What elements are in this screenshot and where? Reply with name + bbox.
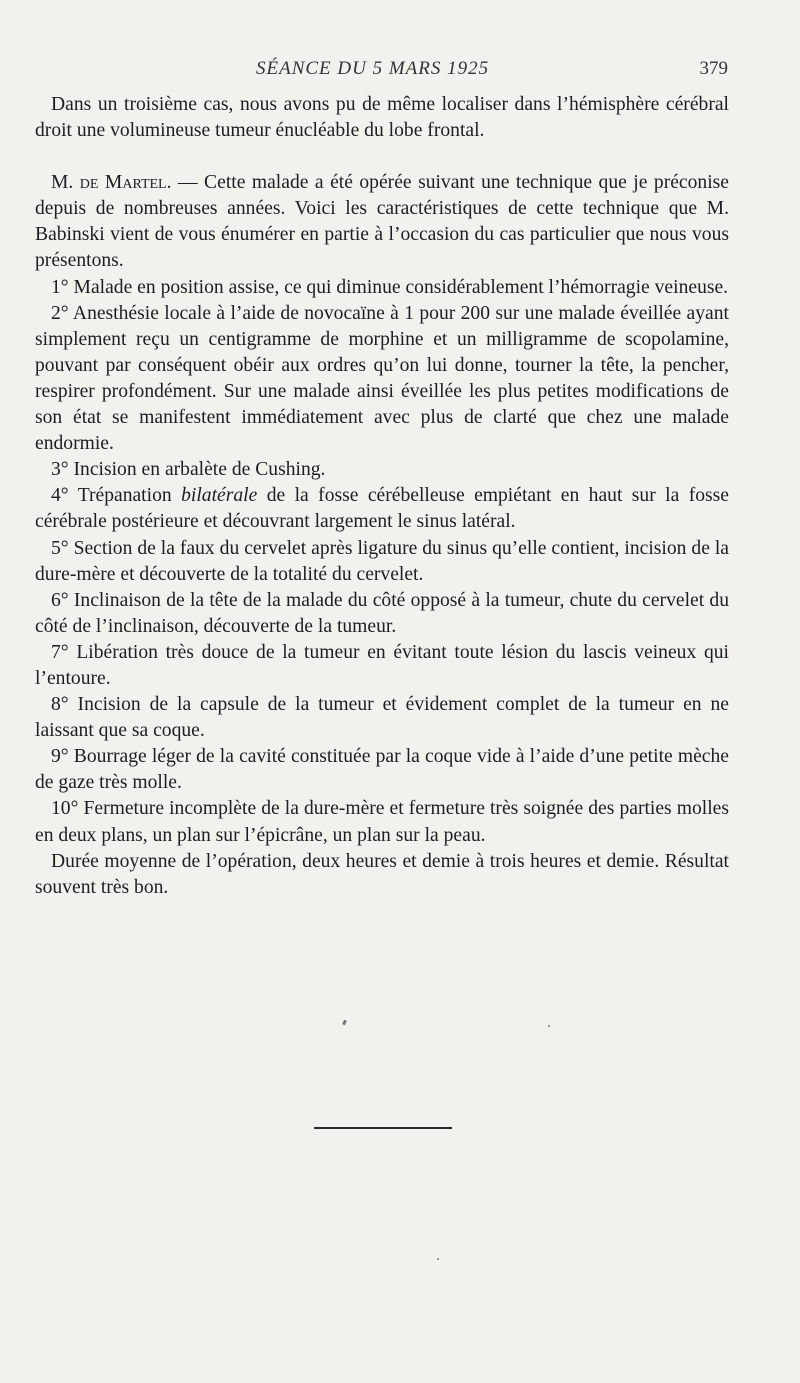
paragraph-martel-text: — Cette malade a été opérée suivant une technique que je préconise depuis de nombreuses années. Voici les caractéristiques de cette technique que M. Babinski vient de vous énumérer en partie à l’occasion du cas particulier que nous vous présentons. — [35, 172, 729, 272]
scan-speck — [548, 1025, 550, 1027]
step-7: 7° Libération très douce de la tumeur en évitant toute lésion du lascis veineux qui l’entoure. — [35, 641, 729, 689]
scan-speck — [342, 1020, 347, 1026]
paragraph-martel-intro — [35, 170, 729, 274]
page-header — [0, 58, 800, 84]
paragraph-tumor-localization: Dans un troisième cas, nous avons pu de même localiser dans l’hémisphère cérébral droit une volumineuse tumeur énucléable du lobe frontal. — [35, 94, 729, 142]
speaker-name: M. de Martel. — [51, 172, 172, 194]
step-4-end: de la fosse cérébelleuse empiétant en haut sur la fosse cérébrale postérieure et découvrant largement le sinus latéral. — [35, 485, 730, 533]
step-4 — [35, 483, 729, 535]
step-8: 8° Incision de la capsule de la tumeur et évidement complet de la tumeur en ne laissant que sa coque. — [35, 694, 729, 742]
step-3: 3° Incision en arbalète de Cushing. — [51, 459, 326, 481]
step-4-italic: bilatérale — [181, 485, 258, 507]
step-10: 10° Fermeture incomplète de la dure-mère et fermeture très soignée des parties molles en deux plans, un plan sur l’épicrâne, un plan sur la peau. — [35, 798, 729, 846]
step-1: 1° Malade en position assise, ce qui diminue considérablement l’hémorragie veineuse. — [51, 276, 729, 298]
step-6: 6° Inclinaison de la tête de la malade du côté opposé à la tumeur, chute du cervelet du côté de l’inclinaison, découverte de la tumeur. — [35, 589, 729, 637]
section-divider — [314, 1127, 452, 1129]
step-4-start: 4° Trépanation — [51, 485, 182, 507]
step-5: 5° Section de la faux du cervelet après ligature du sinus qu’elle contient, incision de la dure-mère et découverte de la totalité du cervelet. — [35, 537, 729, 585]
body-text — [35, 92, 729, 901]
paragraph-duration: Durée moyenne de l’opération, deux heures et demie à trois heures et demie. Résultat souvent très bon. — [35, 850, 729, 898]
page-number: 379 — [699, 58, 728, 79]
scan-speck — [437, 1258, 439, 1260]
step-9: 9° Bourrage léger de la cavité constituée par la coque vide à l’aide d’une petite mèche de gaze très molle. — [35, 746, 729, 794]
running-title: SÉANCE DU 5 MARS 1925 — [256, 58, 490, 79]
step-2: 2° Anesthésie locale à l’aide de novocaïne à 1 pour 200 sur une malade éveillée ayant simplement reçu un centigramme de morphine et un milligramme de scopolamine, pouvant par conséquent obéir aux ordres qu’on lui donne, tourner la tête, la pencher, respirer profondément. Sur une malade ainsi éveillée les plus petites modifications de son état se manifestent immédiatement avec plus de clarté que chez une malade endormie. — [35, 302, 729, 455]
